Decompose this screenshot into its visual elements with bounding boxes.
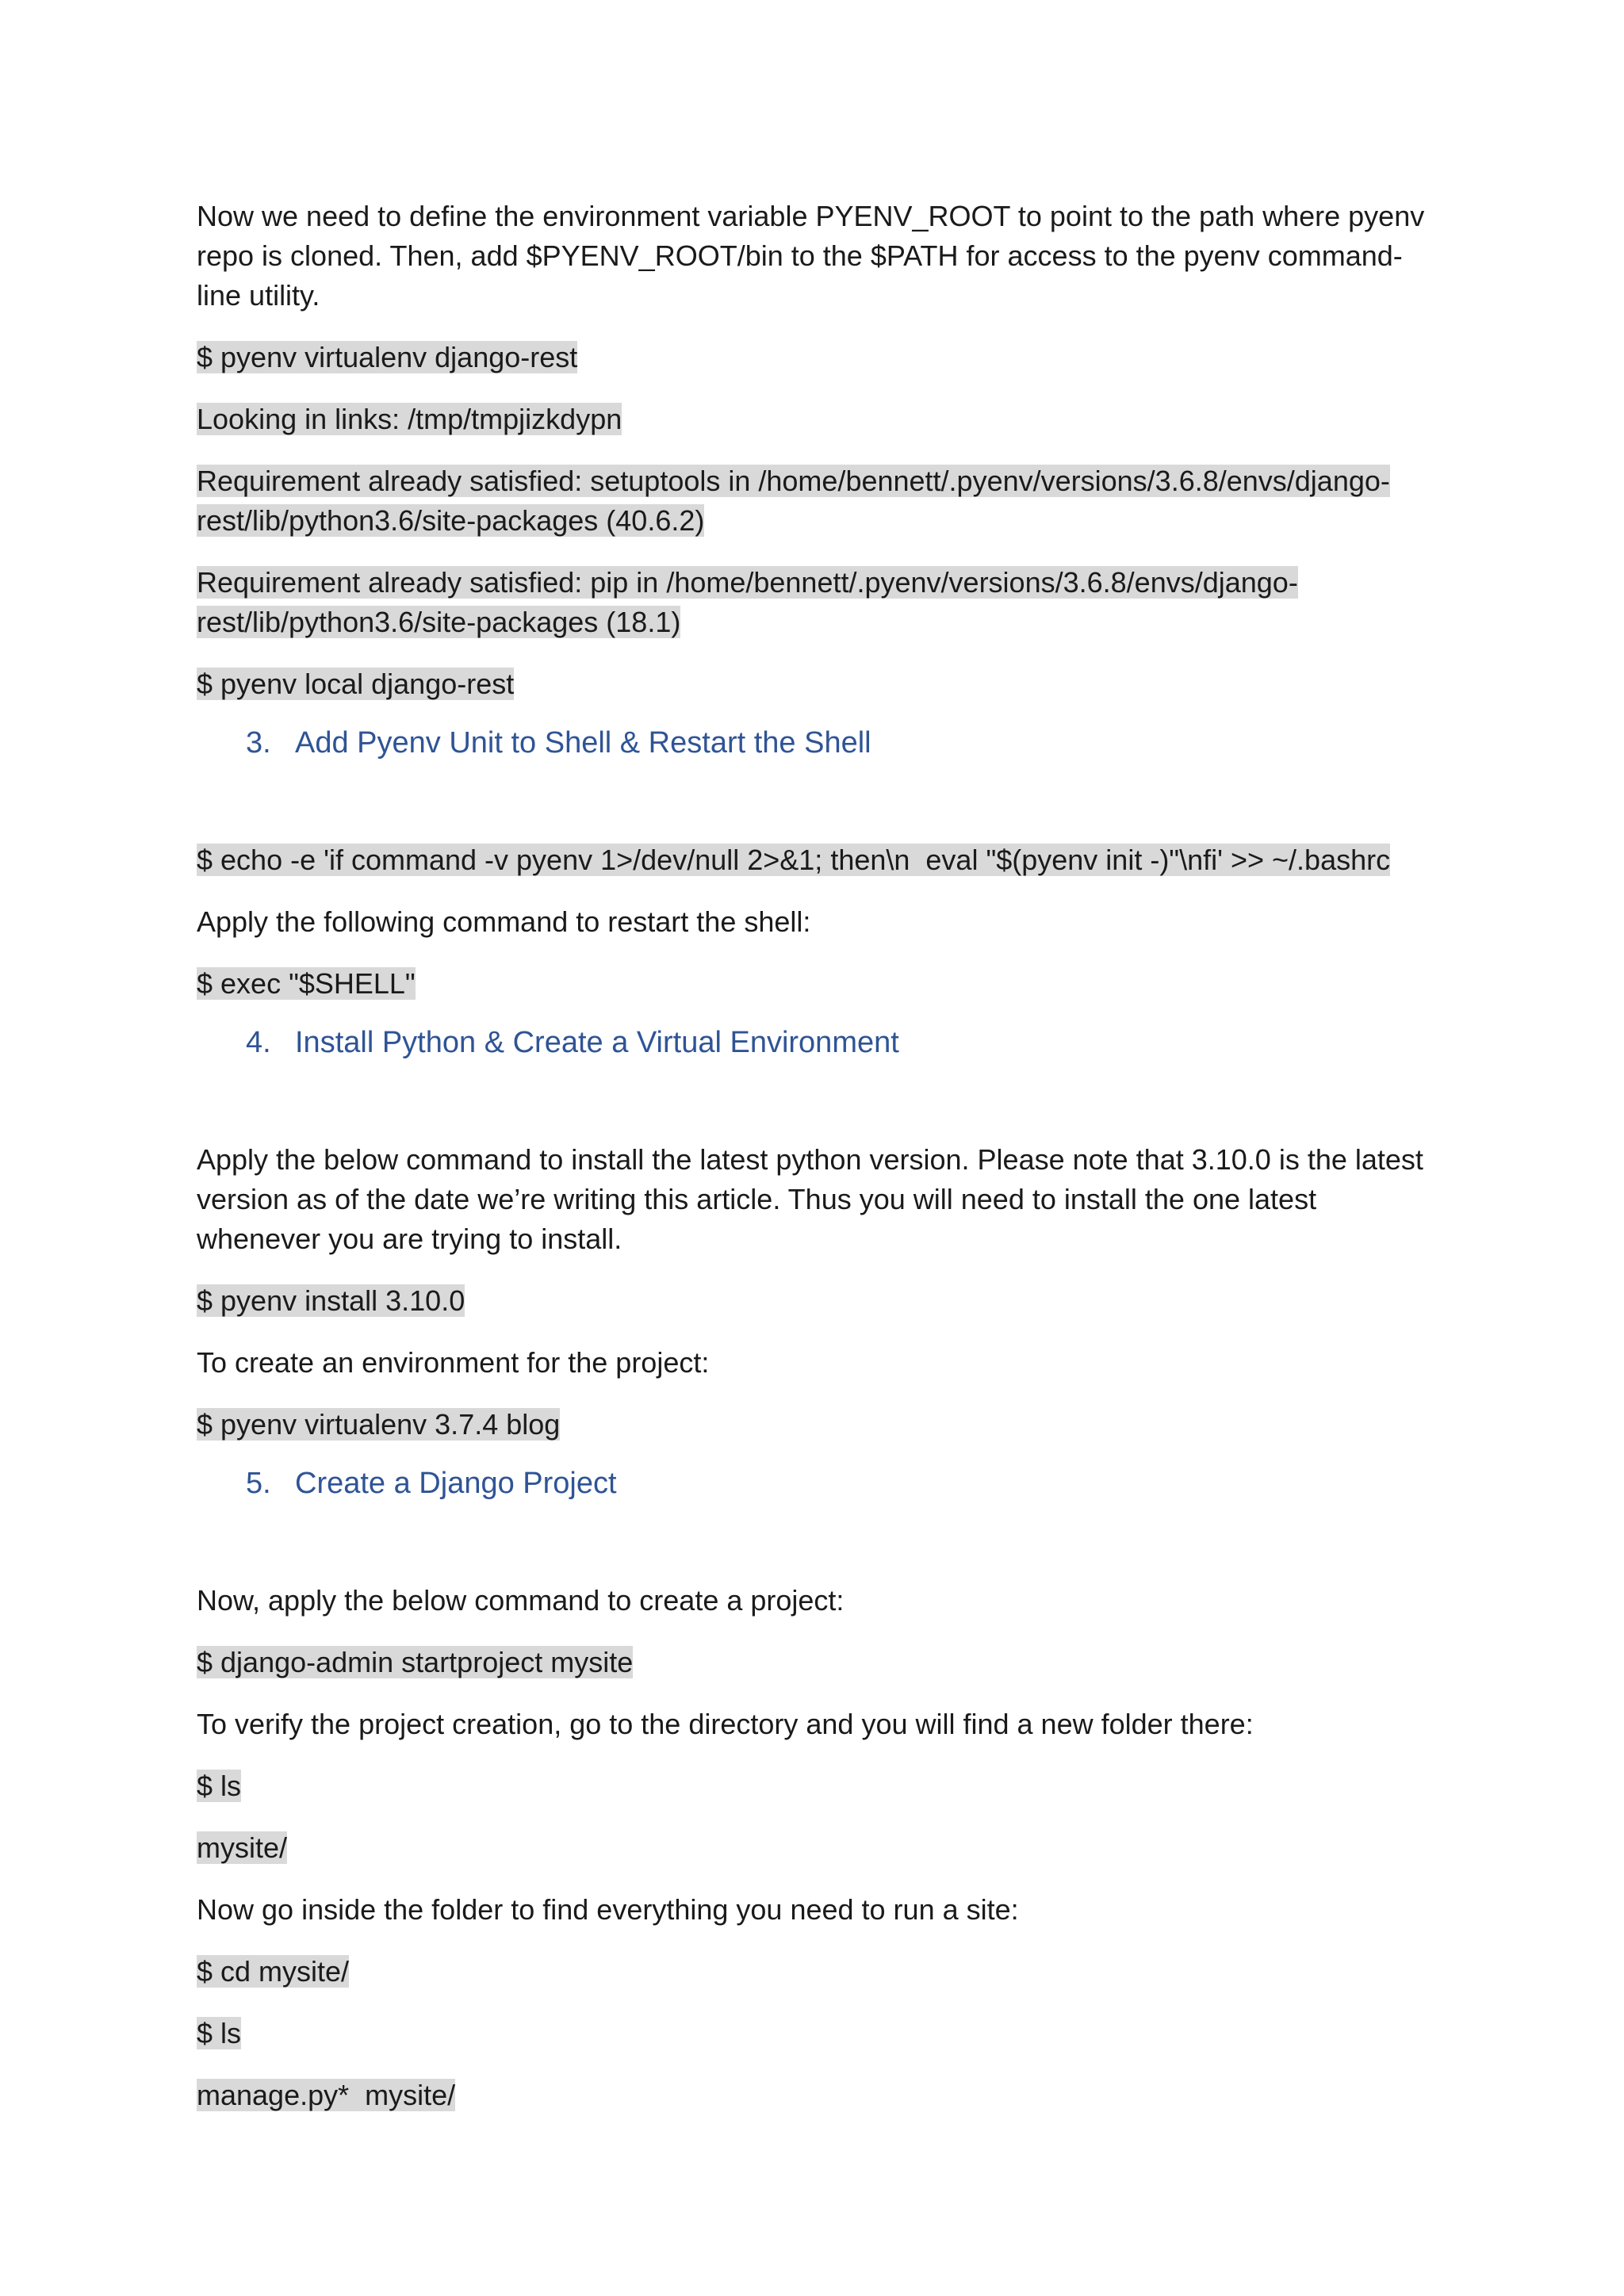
code-text: $ ls [197, 2017, 242, 2049]
paragraph-go-inside-folder: Now go inside the folder to find everything you need to run a site: [197, 1893, 1019, 1926]
code-line-ls-2 [197, 2014, 1434, 2053]
code-line-echo-bashrc [197, 840, 1434, 880]
code-line-mysite-output [197, 1828, 1434, 1868]
code-line-virtualenv-django-rest [197, 338, 1434, 377]
code-text: mysite/ [197, 1831, 288, 1864]
code-text: Looking in links: /tmp/tmpjizkdypn [197, 403, 622, 435]
section-heading-3 [246, 723, 1434, 763]
code-text: $ pyenv install 3.10.0 [197, 1284, 465, 1317]
paragraph-create-environment: To create an environment for the project: [197, 1346, 710, 1379]
code-line-virtualenv-blog [197, 1405, 1434, 1445]
code-text: $ ls [197, 1770, 242, 1802]
code-line-looking-in-links [197, 400, 1434, 439]
code-line-ls-output [197, 2076, 1434, 2115]
heading-number: 4. [246, 1026, 271, 1059]
heading-title: Create a Django Project [295, 1467, 617, 1500]
code-text: $ exec "$SHELL" [197, 967, 416, 1000]
section-heading-4 [246, 1023, 1434, 1062]
code-line-exec-shell [197, 964, 1434, 1004]
code-text: Requirement already satisfied: setuptools in /home/bennett/.pyenv/versions/3.6.8/envs/django-rest/lib/python3.6/site-packages (40.6.2) [197, 465, 1390, 537]
heading-title: Add Pyenv Unit to Shell & Restart the Shell [295, 726, 871, 760]
code-text: manage.py* mysite/ [197, 2079, 456, 2111]
code-text: $ echo -e 'if command -v pyenv 1>/dev/null 2>&1; then\n eval "$(pyenv init -)"\nfi' >> ~/.bashrc [197, 844, 1391, 876]
code-text: $ pyenv local django-rest [197, 668, 515, 700]
code-text: $ django-admin startproject mysite [197, 1646, 634, 1678]
paragraph-restart-shell: Apply the following command to restart the shell: [197, 905, 811, 938]
code-text: $ cd mysite/ [197, 1955, 350, 1988]
paragraph-verify-project: To verify the project creation, go to the directory and you will find a new folder there: [197, 1708, 1254, 1740]
code-line-cd-mysite [197, 1952, 1434, 1992]
document-page [197, 197, 1434, 2137]
code-line-startproject [197, 1643, 1434, 1682]
section-heading-5 [246, 1464, 1434, 1503]
paragraph-pyenv-root: Now we need to define the environment variable PYENV_ROOT to point to the path where pyenv repo is cloned. Then, add $PYENV_ROOT/bin to the $PATH for access to the pyenv command-line utility. [197, 200, 1425, 312]
code-line-ls [197, 1766, 1434, 1806]
code-text: $ pyenv virtualenv 3.7.4 blog [197, 1408, 561, 1441]
code-text: $ pyenv virtualenv django-rest [197, 341, 578, 373]
heading-number: 5. [246, 1467, 271, 1500]
heading-title: Install Python & Create a Virtual Environment [295, 1026, 899, 1059]
code-line-pyenv-local [197, 664, 1434, 704]
code-line-pyenv-install [197, 1281, 1434, 1321]
code-line-requirement-setuptools [197, 461, 1434, 541]
heading-number: 3. [246, 726, 271, 760]
code-line-requirement-pip [197, 563, 1434, 642]
paragraph-install-python: Apply the below command to install the latest python version. Please note that 3.10.0 is the latest version as of the date we’re writing this article. Thus you will need to install the one latest whenever you are trying to install. [197, 1143, 1423, 1255]
paragraph-create-project: Now, apply the below command to create a project: [197, 1584, 845, 1617]
code-text: Requirement already satisfied: pip in /home/bennett/.pyenv/versions/3.6.8/envs/django-rest/lib/python3.6/site-packages (18.1) [197, 566, 1298, 638]
